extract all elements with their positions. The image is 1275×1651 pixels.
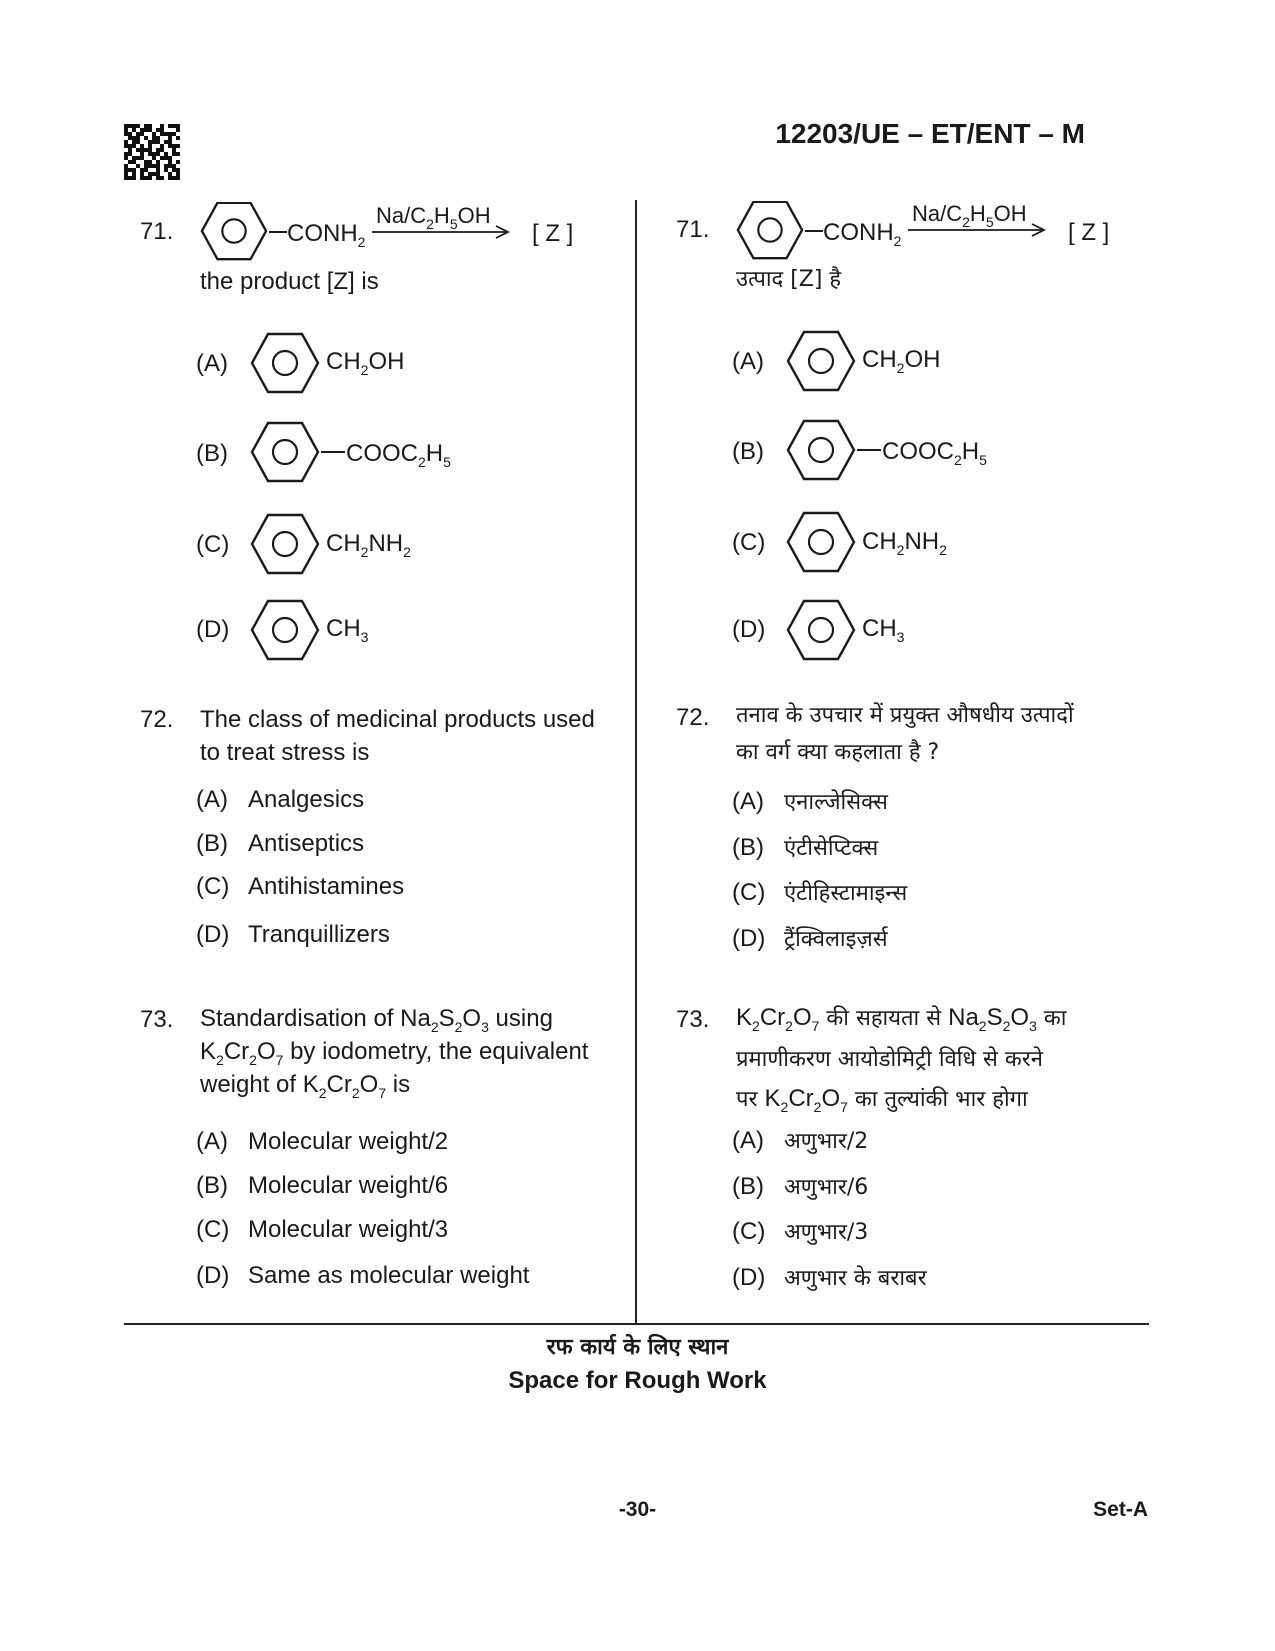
option-a[interactable]: (A) bbox=[196, 350, 228, 377]
option-a[interactable]: (A) एनाल्जेसिक्स bbox=[732, 788, 888, 815]
substituent: $COOC_2H_5$ bbox=[882, 438, 987, 468]
option-c[interactable]: (C) Molecular weight/3 bbox=[196, 1216, 449, 1243]
reaction-arrow-icon bbox=[372, 224, 512, 240]
benzene-ring-icon bbox=[198, 202, 270, 262]
option-d[interactable]: (D) अणुभार के बराबर bbox=[732, 1264, 927, 1291]
question-number: 71. bbox=[676, 216, 710, 243]
question-number: 73. bbox=[140, 1006, 174, 1033]
product-z: [ Z ] bbox=[1068, 219, 1110, 246]
amide-group: $CONH_2$ bbox=[287, 220, 366, 250]
amide-group: $CONH_2$ bbox=[823, 219, 902, 249]
question-text: $K_2Cr_2O_7$ की सहायता से $Na_2S_2O_3$ का प्रमाणीकरण आयोडोमिट्री विधि से करने पर $K_2Cr_2O_7$ का तुल्यांकी भार होगा bbox=[736, 1004, 1067, 1115]
bond-line bbox=[857, 449, 881, 451]
column-divider bbox=[635, 200, 637, 1325]
option-b[interactable]: (B) अणुभार/6 bbox=[732, 1173, 869, 1200]
option-a[interactable]: (A) Analgesics bbox=[196, 786, 365, 813]
option-c[interactable]: (C) एंटीहिस्टामाइन्स bbox=[732, 879, 908, 906]
page-number: -30- bbox=[618, 1498, 657, 1521]
option-a[interactable]: (A) Molecular weight/2 bbox=[196, 1128, 449, 1155]
option-b[interactable]: (B) bbox=[196, 440, 228, 467]
question-number: 71. bbox=[140, 218, 174, 245]
substituent: $CH_2OH$ bbox=[862, 346, 941, 376]
reagent-label: $Na/C_2H_5OH$ bbox=[376, 203, 491, 232]
question-number: 72. bbox=[676, 704, 710, 731]
benzene-ring-icon bbox=[248, 511, 322, 577]
question-text: the product [Z] is bbox=[200, 268, 379, 295]
rough-work-label: Space for Rough Work bbox=[508, 1367, 767, 1394]
question-text: तनाव के उपचार में प्रयुक्त औषधीय उत्पादों का वर्ग क्या कहलाता है ? bbox=[736, 703, 1074, 765]
option-a[interactable]: (A) bbox=[732, 348, 764, 375]
option-d[interactable]: (D) bbox=[732, 616, 766, 643]
benzene-ring-icon bbox=[248, 330, 322, 396]
option-b[interactable]: (B) Molecular weight/6 bbox=[196, 1172, 449, 1199]
option-c[interactable]: (C) Antihistamines bbox=[196, 873, 405, 900]
benzene-ring-icon bbox=[248, 419, 322, 485]
question-text: उत्पाद [Z] है bbox=[736, 267, 842, 292]
question-number: 73. bbox=[676, 1006, 710, 1033]
option-c[interactable]: (C) अणुभार/3 bbox=[732, 1218, 869, 1245]
option-d[interactable]: (D) ट्रैंक्विलाइज़र्स bbox=[732, 925, 888, 952]
set-label: Set-A bbox=[1093, 1498, 1148, 1521]
reaction-arrow-icon bbox=[908, 222, 1048, 238]
benzene-ring-icon bbox=[784, 417, 858, 483]
benzene-ring-icon bbox=[734, 201, 806, 261]
substituent: $CH_2OH$ bbox=[326, 348, 405, 378]
question-text: Standardisation of $Na_2S_2O_3$ using $K_2Cr_2O_7$ by iodometry, the equivalent weight of $K_2Cr_2O_7$ is bbox=[200, 1005, 589, 1101]
option-d[interactable]: (D) bbox=[196, 616, 230, 643]
question-number: 72. bbox=[140, 706, 174, 733]
option-b[interactable]: (B) एंटीसेप्टिक्स bbox=[732, 834, 879, 861]
option-a[interactable]: (A) अणुभार/2 bbox=[732, 1127, 869, 1154]
question-text: The class of medicinal products used to treat stress is bbox=[200, 706, 595, 766]
benzene-ring-icon bbox=[784, 509, 858, 575]
paper-code: 12203/UE – ET/ENT – M bbox=[775, 118, 1085, 149]
option-b[interactable]: (B) bbox=[732, 438, 764, 465]
benzene-ring-icon bbox=[784, 328, 858, 394]
bond-line bbox=[805, 230, 823, 232]
option-c[interactable]: (C) bbox=[196, 531, 230, 558]
footer-divider bbox=[124, 1323, 1149, 1325]
option-d[interactable]: (D) Same as molecular weight bbox=[196, 1262, 530, 1289]
bond-line bbox=[269, 231, 287, 233]
benzene-ring-icon bbox=[784, 597, 858, 663]
product-z: [ Z ] bbox=[532, 220, 574, 247]
substituent: $CH_2NH_2$ bbox=[862, 528, 947, 558]
substituent: $CH_3$ bbox=[326, 615, 369, 645]
option-c[interactable]: (C) bbox=[732, 529, 766, 556]
substituent: $COOC_2H_5$ bbox=[346, 440, 451, 470]
benzene-ring-icon bbox=[248, 597, 322, 663]
qr-code bbox=[124, 124, 180, 180]
option-b[interactable]: (B) Antiseptics bbox=[196, 830, 365, 857]
bond-line bbox=[321, 451, 345, 453]
substituent: $CH_3$ bbox=[862, 615, 905, 645]
reagent-label: $Na/C_2H_5OH$ bbox=[912, 201, 1027, 230]
option-d[interactable]: (D) Tranquillizers bbox=[196, 921, 390, 948]
substituent: $CH_2NH_2$ bbox=[326, 530, 411, 560]
rough-work-label-hindi: रफ कार्य के लिए स्थान bbox=[546, 1335, 729, 1360]
